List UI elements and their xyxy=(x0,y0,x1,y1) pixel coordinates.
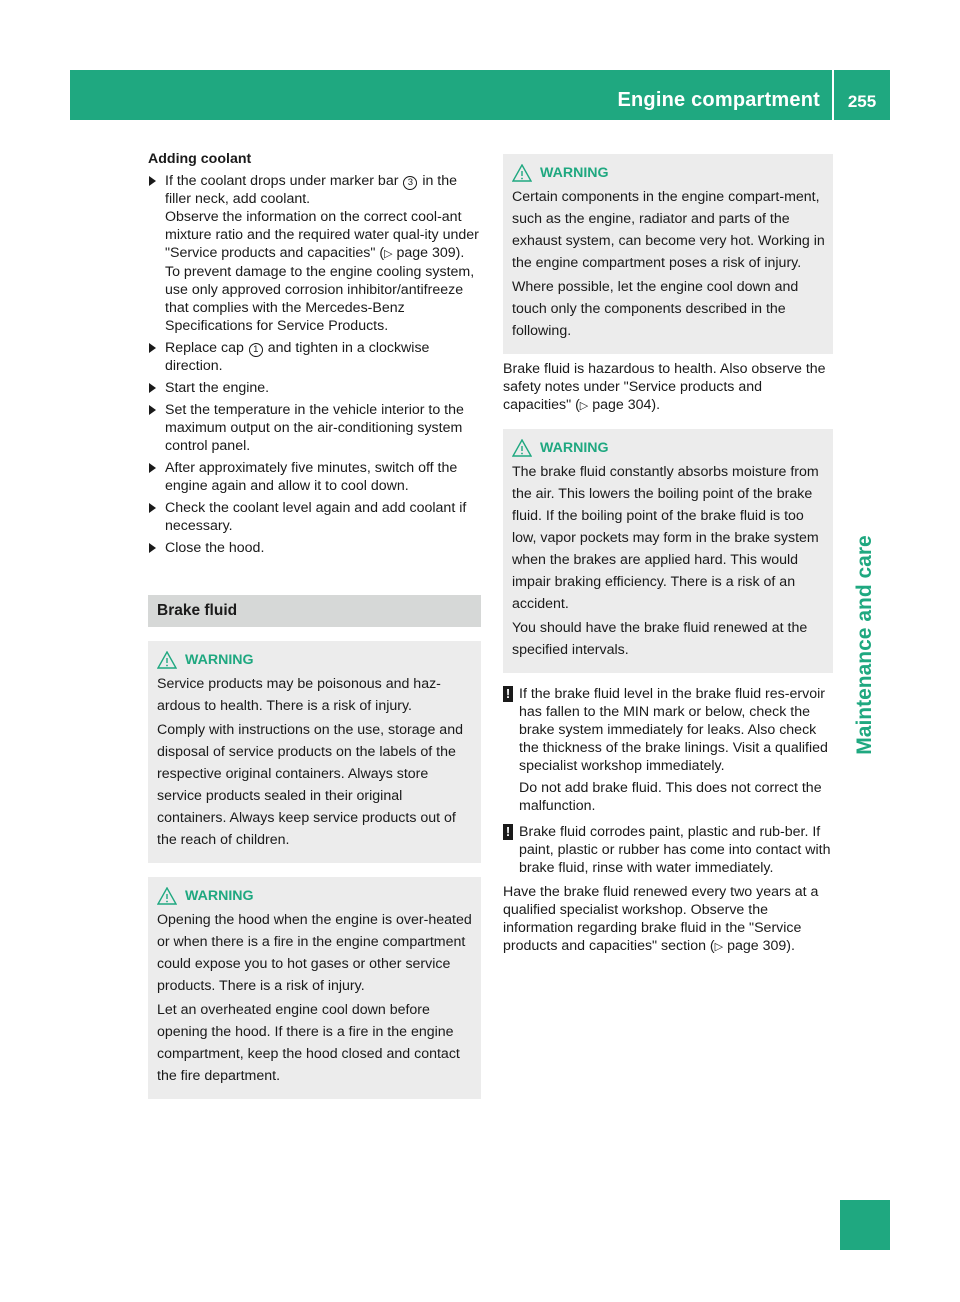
warning-triangle-icon xyxy=(512,439,532,457)
section-side-tab xyxy=(840,480,890,810)
brake-fluid-heading: Brake fluid xyxy=(148,595,481,627)
step-item: If the coolant drops under marker bar 3 in the filler neck, add coolant. Observe the information on the correct cool-ant mixture ratio and the required water qual-ity under "Service products and capacities" (▷ page 309). To prevent damage to the engine cooling system, use only approved corrosion inhibitor/antifreeze that complies with the Mercedes-Benz Specifications for Service Products. xyxy=(148,172,481,335)
page-pointer-icon: ▷ xyxy=(714,941,724,953)
exclamation-icon: ! xyxy=(503,686,513,702)
note-text: Do not add brake fluid. This does not correct the malfunction. xyxy=(519,780,822,814)
side-marker-square xyxy=(840,1200,890,1250)
warning-text: The brake fluid constantly absorbs moisture from the air. This lowers the boiling point of the brake fluid. If the boiling point of the brake fluid is too low, vapor pockets may form in the brake system when the brakes are applied hard. This would impair braking efficiency. There is a risk of an accident. xyxy=(512,464,819,612)
warning-text: Certain components in the engine compart-ment, such as the engine, radiator and parts of the exhaust system, can become very hot. Working in the engine compartment poses a risk of injury. xyxy=(512,189,825,271)
adding-coolant-steps xyxy=(148,172,481,557)
step-item: Set the temperature in the vehicle interior to the maximum output on the air-conditioning system control panel. xyxy=(148,401,481,455)
adding-coolant-heading: Adding coolant xyxy=(148,151,252,167)
warning-label: WARNING xyxy=(540,440,609,456)
warning-label: WARNING xyxy=(540,165,609,181)
page-number-box xyxy=(834,70,890,120)
marker-3-icon: 3 xyxy=(403,176,417,190)
warning-text: You should have the brake fluid renewed at the specified intervals. xyxy=(512,620,808,658)
warning-box xyxy=(148,877,481,1099)
warning-text: Service products may be poisonous and haz-ardous to health. There is a risk of injury. xyxy=(157,676,441,714)
left-column xyxy=(148,150,481,1099)
section-tab-label: Maintenance and care xyxy=(853,535,876,755)
warning-box xyxy=(503,429,833,673)
step-item: Replace cap 1 and tighten in a clockwise direction. xyxy=(148,339,481,375)
note-text: Brake fluid corrodes paint, plastic and rub-ber. If paint, plastic or rubber has come into contact with brake fluid, rinse with water immediately. xyxy=(519,824,831,876)
note-block xyxy=(503,685,833,815)
header-title: Engine compartment xyxy=(617,89,820,111)
note-block xyxy=(503,823,833,877)
warning-box xyxy=(148,641,481,863)
warning-label: WARNING xyxy=(185,888,254,904)
warning-triangle-icon xyxy=(512,164,532,182)
marker-1-icon: 1 xyxy=(249,343,263,357)
warning-text: Opening the hood when the engine is over-heated or when there is a fire in the engine compartment could expose you to hot gases or other service products. There is a risk of injury. xyxy=(157,912,472,994)
warning-label: WARNING xyxy=(185,652,254,668)
warning-box xyxy=(503,154,833,354)
warning-text: Let an overheated engine cool down before opening the hood. If there is a fire in the engine compartment, keep the hood closed and contact the fire department. xyxy=(157,1002,460,1084)
page-pointer-icon: ▷ xyxy=(384,248,393,260)
renewal-paragraph: Have the brake fluid renewed every two years at a qualified specialist workshop. Observe the information regarding brake fluid in the "Service products and capacities" section (▷ page 309). xyxy=(503,884,819,954)
page-number: 255 xyxy=(847,92,877,111)
warning-triangle-icon xyxy=(157,651,177,669)
right-column xyxy=(503,150,833,956)
warning-triangle-icon xyxy=(157,887,177,905)
header-bar xyxy=(70,70,832,120)
warning-text: Where possible, let the engine cool down and touch only the components described in the following. xyxy=(512,279,799,339)
note-text: If the brake fluid level in the brake fluid res-ervoir has fallen to the MIN mark or below, check the brake system immediately for leaks. Also check the thickness of the brake linings. Visit a qualified specialist workshop immediately. xyxy=(519,686,828,774)
step-item: Check the coolant level again and add coolant if necessary. xyxy=(148,499,481,535)
exclamation-icon: ! xyxy=(503,824,513,840)
warning-text: Comply with instructions on the use, storage and disposal of service products on the labels of the respective original containers. Always store service products sealed in their original containers. Always keep service products out of the reach of children. xyxy=(157,722,463,848)
page-pointer-icon: ▷ xyxy=(579,400,589,412)
step-item: Close the hood. xyxy=(148,539,481,557)
brake-fluid-paragraph: Brake fluid is hazardous to health. Also observe the safety notes under "Service products and capacities" (▷ page 304). xyxy=(503,361,826,413)
step-item: After approximately five minutes, switch off the engine again and allow it to cool down. xyxy=(148,459,481,495)
step-item: Start the engine. xyxy=(148,379,481,397)
